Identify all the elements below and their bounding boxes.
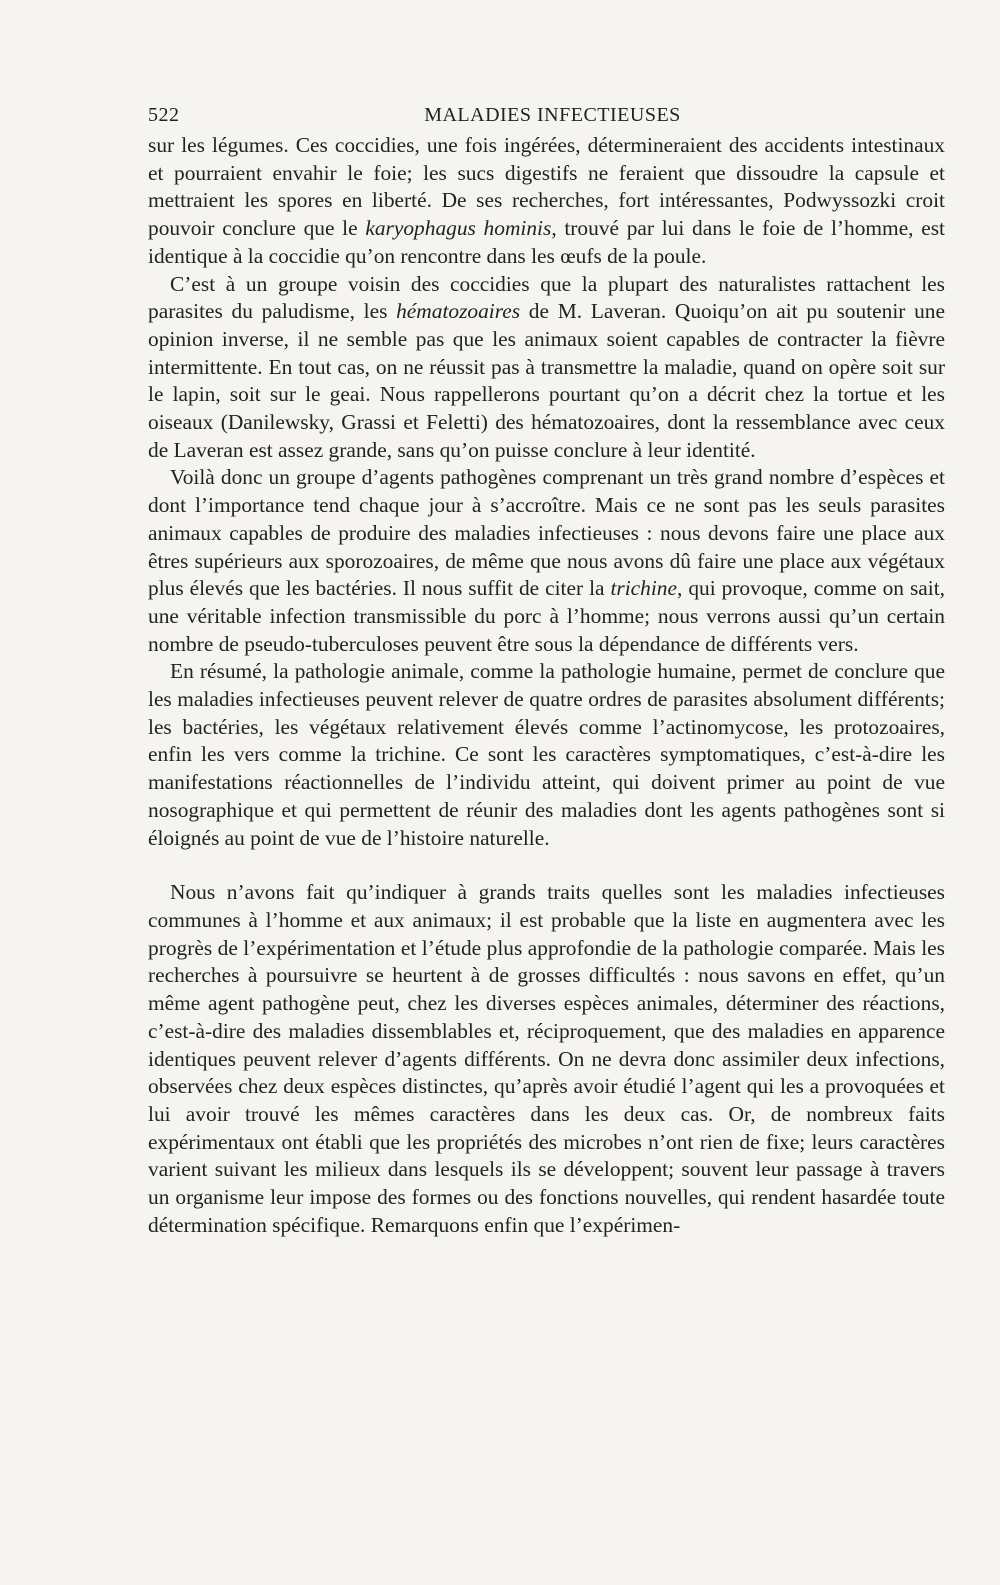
italic-term: hématozoaires — [396, 299, 521, 324]
text-body — [148, 132, 945, 1239]
text-run: Voilà donc un groupe d’agents pathogènes comprenant un très grand nombre d’espèces et dont l’importance tend chaque jour à s’accroître. Mais ce ne sont pas les seuls parasites animaux capables de produire des maladies infectieuses : nous devons faire une place aux êtres supérieurs aux sporozoaires, de même que nous avons dû faire une place aux végétaux plus élevés que les bactéries. Il nous suffit de citer la — [148, 465, 945, 601]
paragraph-3 — [148, 464, 945, 658]
text-run: En résumé, la pathologie animale, comme la pathologie humaine, permet de conclure que les maladies infectieuses peuvent relever de quatre ordres de parasites absolument différents; les bactéries, les végétaux relativement élevés comme l’actinomycose, les protozoaires, enfin les vers comme la trichine. Ce sont les caractères symptomatiques, c’est-à-dire les manifestations réactionnelles de l’individu atteint, qui doivent primer au point de vue nosographique et qui permettent de réunir des maladies dont les agents pathogènes sont si éloignés au point de vue de l’histoire naturelle. — [148, 659, 945, 850]
paragraph-4 — [148, 658, 945, 852]
text-run: Nous n’avons fait qu’indiquer à grands traits quelles sont les maladies infectieuses communes à l’homme et aux animaux; il est probable que la liste en augmentera avec les progrès de l’expérimentation et l’étude plus approfondie de la pathologie comparée. Mais les recherches à poursuivre se heurtent à de grosses difficultés : nous savons en effet, qu’un même agent pathogène peut, chez les diverses espèces animales, déterminer des réactions, c’est-à-dire des maladies dissemblables et, réciproquement, que des maladies en apparence identiques peuvent relever d’agents différents. On ne devra donc assimiler deux infections, observées chez deux espèces distinctes, qu’après avoir étudié l’agent qui les a provoquées et lui avoir trouvé les mêmes caractères dans les deux cas. Or, de nombreux faits expérimentaux ont établi que les propriétés des microbes n’ont rien de fixe; leurs caractères varient suivant les milieux dans lesquels ils se développent; souvent leur passage à travers un organisme leur impose des formes ou des fonctions nouvelles, qui rendent hasardée toute détermination spécifique. Remarquons enfin que l’expérimen- — [148, 880, 945, 1237]
text-run: , trouvé par lui dans le foie de l’homme, est identique à la coccidie qu’on rencontre dans les œufs de la poule. — [148, 216, 946, 268]
paragraph-5 — [148, 879, 945, 1239]
text-run: C’est à un groupe voisin des coccidies que la plupart des naturalistes rattachent les parasites du paludisme, les — [148, 271, 945, 324]
italic-term: trichine — [610, 576, 678, 601]
text-run: , qui provoque, comme on sait, une véritable infection transmissible du porc à l’homme; nous verrons aussi qu’un certain nombre de pseudo-tuberculoses peuvent être sous la dépendance de différents vers. — [148, 576, 946, 656]
text-run: sur les légumes. Ces coccidies, une fois ingérées, détermineraient des accidents intestinaux et pourraient envahir le foie; les sucs digestifs ne feraient que dissoudre la capsule et mettraient les spores en liberté. De ses recherches, fort intéressantes, Podwyssozki croit pouvoir conclure que le — [148, 133, 945, 241]
book-page — [148, 104, 945, 1239]
italic-term: karyophagus hominis — [365, 216, 552, 241]
running-head — [148, 104, 945, 132]
text-run: de M. Laveran. Quoiqu’on ait pu soutenir une opinion inverse, il ne semble pas que les animaux soient capables de contracter la fièvre intermittente. En tout cas, on ne réussit pas à transmettre la maladie, quand on opère soit sur le lapin, soit sur le geai. Nous rappellerons pourtant qu’on a décrit chez la tortue et les oiseaux (Danilewsky, Grassi et Feletti) des hématozoaires, dont la ressemblance avec ceux de Laveran est assez grande, sans qu’on puisse conclure à leur identité. — [148, 299, 945, 462]
paragraph-1 — [148, 132, 945, 271]
running-title: MALADIES INFECTIEUSES — [424, 104, 681, 126]
paragraph-2 — [148, 271, 945, 465]
page-number: 522 — [148, 104, 180, 126]
